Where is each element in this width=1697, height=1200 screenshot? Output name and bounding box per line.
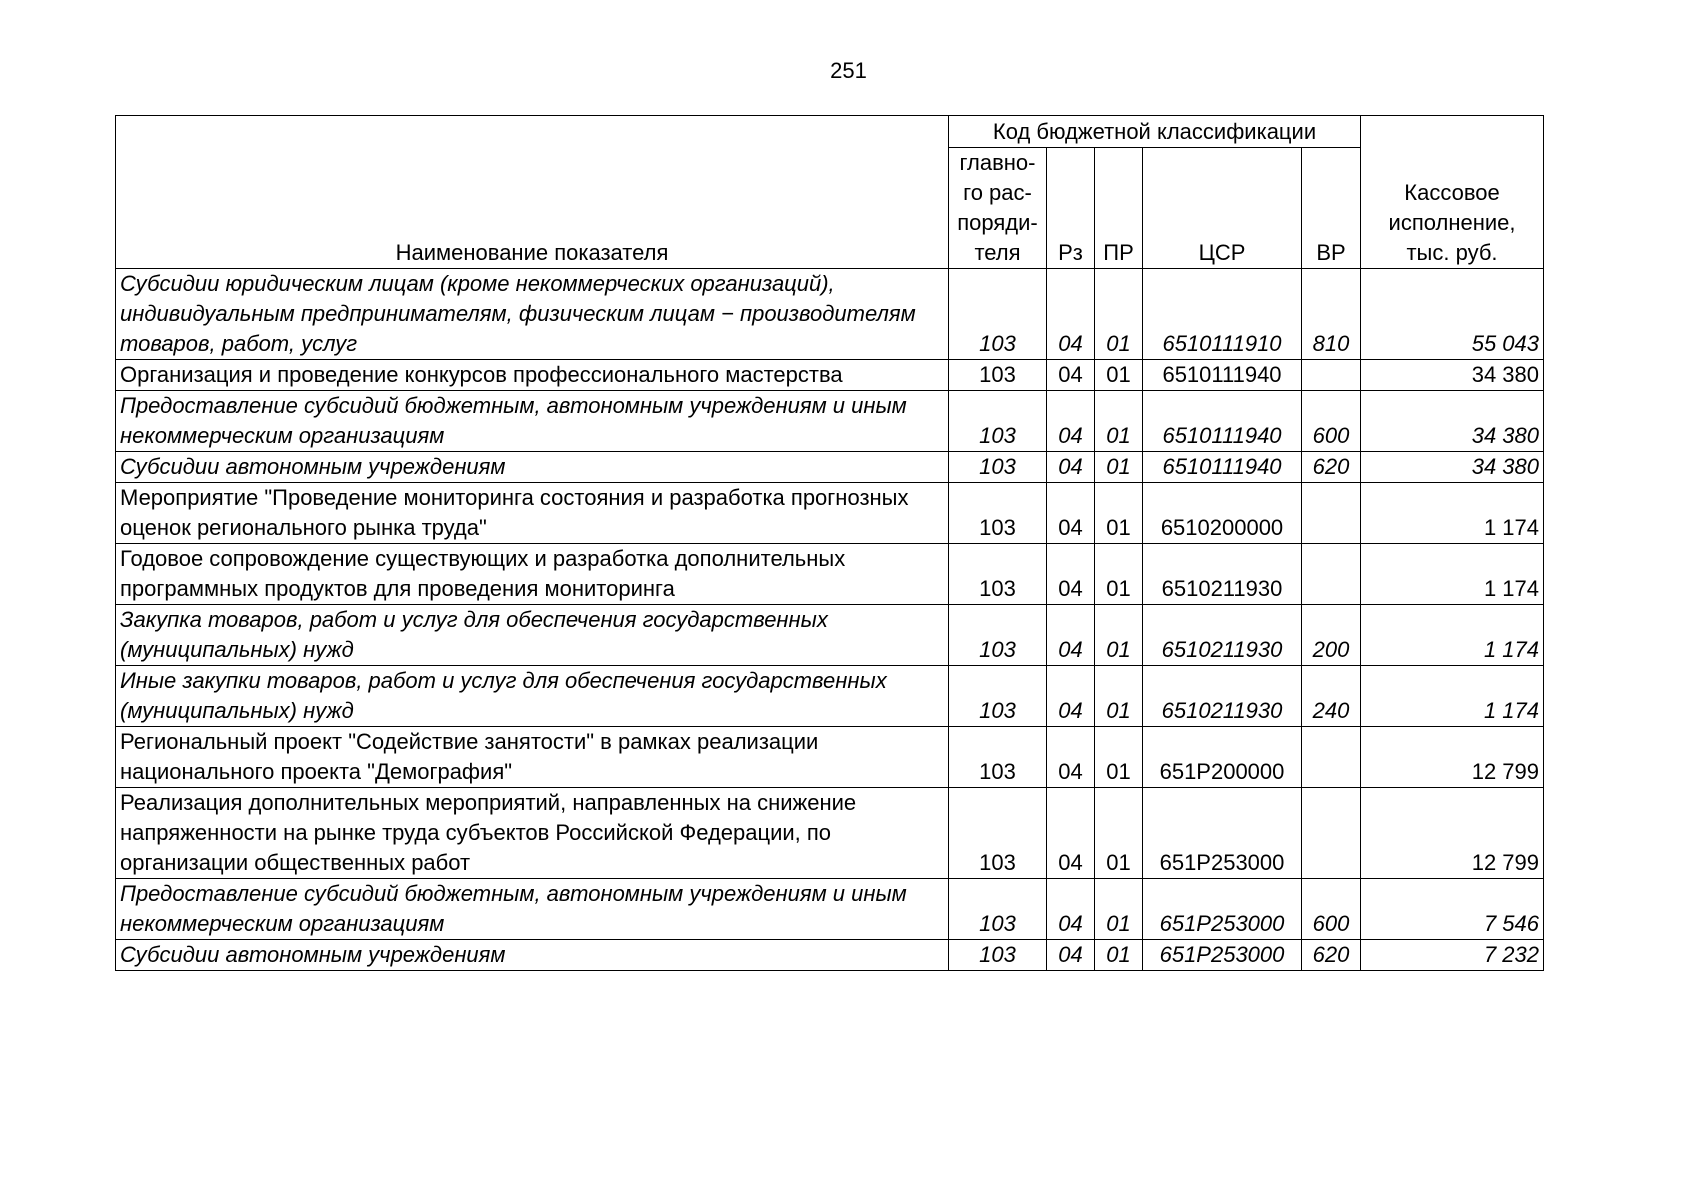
row-vr-code: 200 <box>1302 605 1361 666</box>
row-csr-code: 6510211930 <box>1143 666 1302 727</box>
row-amount: 12 799 <box>1361 727 1544 788</box>
row-amount: 1 174 <box>1361 605 1544 666</box>
row-rz-code: 04 <box>1047 788 1095 879</box>
row-main-manager-code: 103 <box>949 483 1047 544</box>
row-vr-code <box>1302 727 1361 788</box>
row-csr-code: 651P253000 <box>1143 879 1302 940</box>
row-amount: 34 380 <box>1361 360 1544 391</box>
table-row <box>116 879 1544 940</box>
row-rz-code: 04 <box>1047 360 1095 391</box>
row-csr-code: 651P253000 <box>1143 788 1302 879</box>
row-main-manager-code: 103 <box>949 940 1047 971</box>
table-header <box>116 116 1544 269</box>
row-rz-code: 04 <box>1047 727 1095 788</box>
row-vr-code <box>1302 360 1361 391</box>
table-row <box>116 544 1544 605</box>
row-main-manager-code: 103 <box>949 269 1047 360</box>
row-pr-code: 01 <box>1095 452 1143 483</box>
table-row <box>116 940 1544 971</box>
row-amount: 7 546 <box>1361 879 1544 940</box>
row-rz-code: 04 <box>1047 391 1095 452</box>
row-name: Реализация дополнительных мероприятий, направленных на снижение напряженности на рынке труда субъектов Российской Федерации, по организации общественных работ <box>116 788 949 879</box>
row-main-manager-code: 103 <box>949 452 1047 483</box>
row-pr-code: 01 <box>1095 269 1143 360</box>
header-rz: Рз <box>1047 148 1095 269</box>
row-main-manager-code: 103 <box>949 391 1047 452</box>
row-pr-code: 01 <box>1095 879 1143 940</box>
row-main-manager-code: 103 <box>949 666 1047 727</box>
row-amount: 7 232 <box>1361 940 1544 971</box>
row-pr-code: 01 <box>1095 391 1143 452</box>
row-rz-code: 04 <box>1047 605 1095 666</box>
table-body <box>116 269 1544 971</box>
row-amount: 1 174 <box>1361 483 1544 544</box>
header-name: Наименование показателя <box>116 116 949 269</box>
row-amount: 1 174 <box>1361 666 1544 727</box>
row-pr-code: 01 <box>1095 666 1143 727</box>
row-csr-code: 6510200000 <box>1143 483 1302 544</box>
table-row <box>116 269 1544 360</box>
row-rz-code: 04 <box>1047 483 1095 544</box>
row-name: Региональный проект "Содействие занятости" в рамках реализации национального проекта "Демография" <box>116 727 949 788</box>
row-amount: 12 799 <box>1361 788 1544 879</box>
header-vr: ВР <box>1302 148 1361 269</box>
table-row <box>116 727 1544 788</box>
row-pr-code: 01 <box>1095 727 1143 788</box>
row-rz-code: 04 <box>1047 666 1095 727</box>
row-name: Годовое сопровождение существующих и разработка дополнительных программных продуктов для проведения мониторинга <box>116 544 949 605</box>
row-rz-code: 04 <box>1047 452 1095 483</box>
table-row <box>116 483 1544 544</box>
row-main-manager-code: 103 <box>949 727 1047 788</box>
row-name: Субсидии автономным учреждениям <box>116 940 949 971</box>
header-main-manager: главно- го рас- поряди- теля <box>949 148 1047 269</box>
row-vr-code: 600 <box>1302 391 1361 452</box>
row-pr-code: 01 <box>1095 544 1143 605</box>
header-csr: ЦСР <box>1143 148 1302 269</box>
row-name: Предоставление субсидий бюджетным, автономным учреждениям и иным некоммерческим организациям <box>116 879 949 940</box>
row-pr-code: 01 <box>1095 360 1143 391</box>
header-classification-code: Код бюджетной классификации <box>949 116 1361 148</box>
row-name: Субсидии юридическим лицам (кроме некоммерческих организаций), индивидуальным предпринимателям, физическим лицам − производителям товаров, работ, услуг <box>116 269 949 360</box>
row-vr-code <box>1302 544 1361 605</box>
table-row <box>116 666 1544 727</box>
header-amount: Кассовое исполнение, тыс. руб. <box>1361 116 1544 269</box>
table-row <box>116 391 1544 452</box>
row-vr-code: 240 <box>1302 666 1361 727</box>
budget-table <box>115 115 1544 971</box>
row-main-manager-code: 103 <box>949 879 1047 940</box>
row-pr-code: 01 <box>1095 788 1143 879</box>
row-name: Закупка товаров, работ и услуг для обеспечения государственных (муниципальных) нужд <box>116 605 949 666</box>
row-amount: 55 043 <box>1361 269 1544 360</box>
row-csr-code: 651P200000 <box>1143 727 1302 788</box>
row-main-manager-code: 103 <box>949 788 1047 879</box>
table-row <box>116 360 1544 391</box>
row-rz-code: 04 <box>1047 940 1095 971</box>
row-amount: 34 380 <box>1361 452 1544 483</box>
row-name: Организация и проведение конкурсов профессионального мастерства <box>116 360 949 391</box>
row-vr-code: 810 <box>1302 269 1361 360</box>
table-row <box>116 788 1544 879</box>
row-vr-code <box>1302 788 1361 879</box>
row-csr-code: 6510111940 <box>1143 452 1302 483</box>
row-csr-code: 6510111940 <box>1143 391 1302 452</box>
row-name: Субсидии автономным учреждениям <box>116 452 949 483</box>
row-amount: 34 380 <box>1361 391 1544 452</box>
row-name: Предоставление субсидий бюджетным, автономным учреждениям и иным некоммерческим организациям <box>116 391 949 452</box>
row-pr-code: 01 <box>1095 483 1143 544</box>
row-csr-code: 6510211930 <box>1143 605 1302 666</box>
row-vr-code: 620 <box>1302 452 1361 483</box>
row-vr-code <box>1302 483 1361 544</box>
row-rz-code: 04 <box>1047 879 1095 940</box>
table-row <box>116 452 1544 483</box>
page-number: 251 <box>830 58 867 83</box>
row-name: Иные закупки товаров, работ и услуг для обеспечения государственных (муниципальных) нужд <box>116 666 949 727</box>
row-rz-code: 04 <box>1047 544 1095 605</box>
row-name: Мероприятие "Проведение мониторинга состояния и разработка прогнозных оценок регионального рынка труда" <box>116 483 949 544</box>
row-pr-code: 01 <box>1095 605 1143 666</box>
row-main-manager-code: 103 <box>949 360 1047 391</box>
row-csr-code: 6510111910 <box>1143 269 1302 360</box>
row-main-manager-code: 103 <box>949 605 1047 666</box>
row-vr-code: 620 <box>1302 940 1361 971</box>
row-rz-code: 04 <box>1047 269 1095 360</box>
row-csr-code: 6510211930 <box>1143 544 1302 605</box>
row-vr-code: 600 <box>1302 879 1361 940</box>
header-pr: ПР <box>1095 148 1143 269</box>
table-row <box>116 605 1544 666</box>
row-amount: 1 174 <box>1361 544 1544 605</box>
row-csr-code: 6510111940 <box>1143 360 1302 391</box>
row-csr-code: 651P253000 <box>1143 940 1302 971</box>
row-main-manager-code: 103 <box>949 544 1047 605</box>
row-pr-code: 01 <box>1095 940 1143 971</box>
